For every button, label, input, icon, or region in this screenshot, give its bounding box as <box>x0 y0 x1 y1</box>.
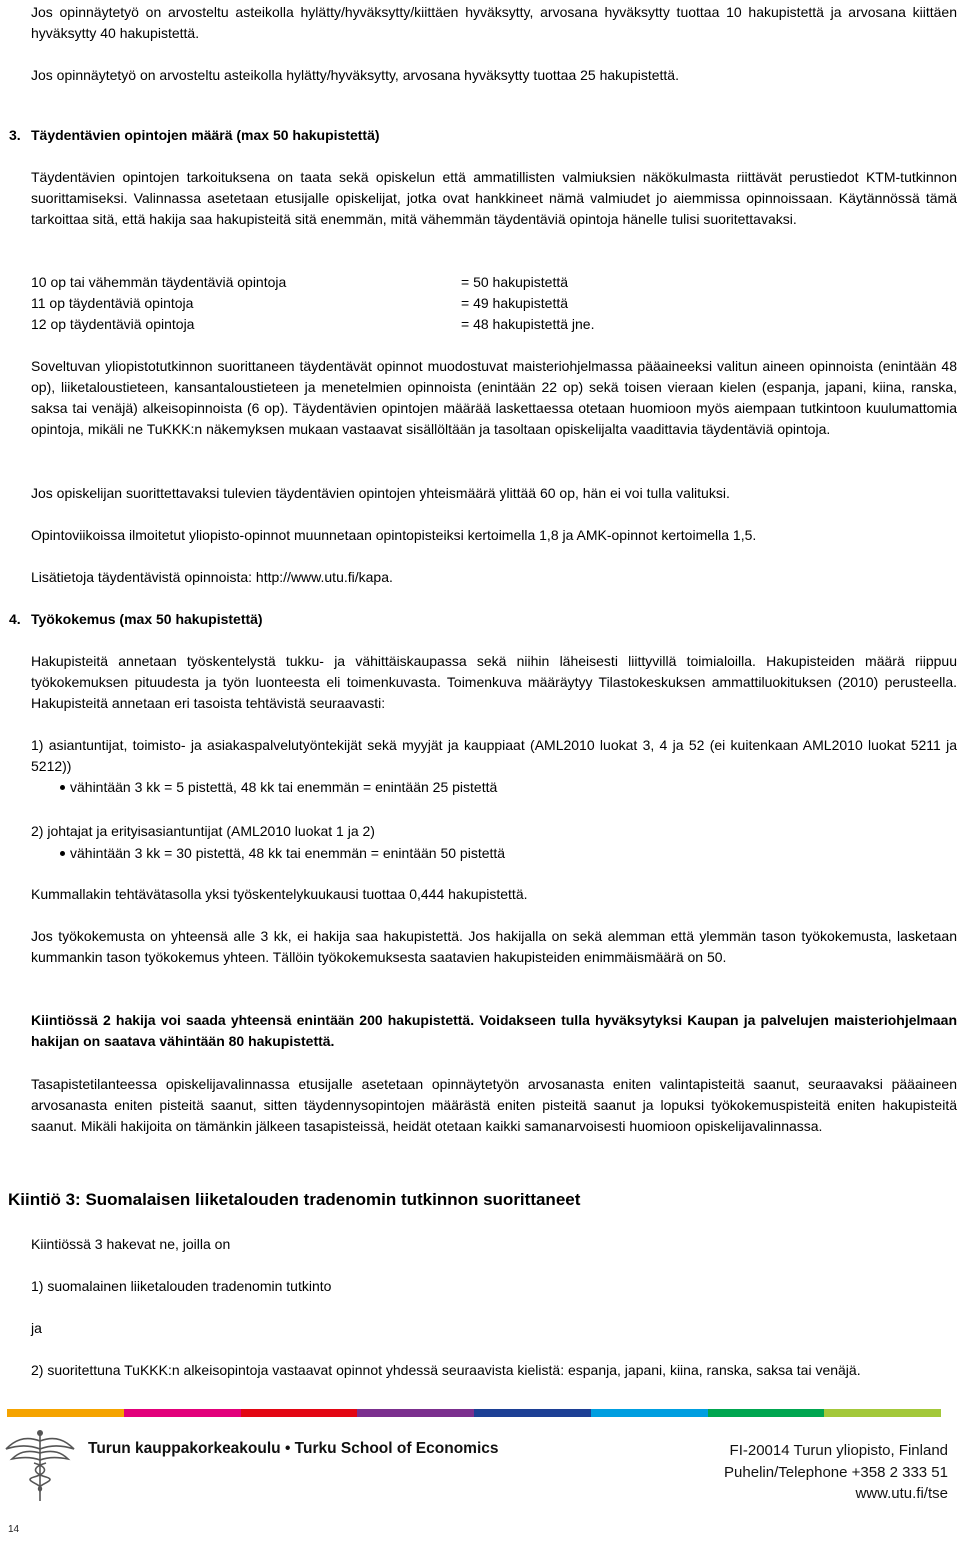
work-level-2-bullet: vähintään 3 kk = 30 pistettä, 48 kk tai enemmän = enintään 50 pistettä <box>70 845 506 861</box>
points-table-row-3-right: = 48 hakupistettä jne. <box>461 316 595 332</box>
paragraph-tasapiste: Tasapistetilanteessa opiskelijavalinnassa etusijalle asetetaan opinnäytetyön arvosanasta eniten valintapisteitä saanut, seuraavaksi pääaineen arvosanasta eniten pisteitä saanut, sitten täydennysopintojen määrästä eniten pisteitä saanut ja lopuksi työkokemuspisteitä eniten hakupisteitä saanut. Mikäli hakijoita on tämänkin jälkeen tasapisteissä, heidät otetaan kaikki samanarvoisesti huomioon opiskelijavalinnassa. <box>31 1076 957 1134</box>
bullet-dot-icon <box>60 851 65 856</box>
paragraph-ylittaa: Jos opiskelijan suorittettavaksi tulevien täydentävien opintojen yhteismäärä ylittää 60 op, hän ei voi tulla valituksi. <box>31 485 730 501</box>
color-segment <box>824 1409 941 1417</box>
section-4-intro: Hakupisteitä annetaan työskentelystä tukku- ja vähittäiskaupassa sekä niihin läheisesti liittyvillä toimialoilla. Hakupisteiden määrä riippuu työkokemuksen pituudesta ja työn luonteesta eli toimenkuvasta. Toimenkuva määräytyy Tilastokeskuksen ammattiluokituksen (2010) perusteella. Hakupisteitä annetaan eri tasoista tehtävistä seuraavasti: <box>31 653 957 711</box>
color-segment <box>124 1409 241 1417</box>
bullet-dot-icon <box>60 785 65 790</box>
section-4-number: 4. <box>9 611 21 627</box>
color-segment <box>7 1409 124 1417</box>
section-3-number: 3. <box>9 127 21 143</box>
color-segment <box>474 1409 591 1417</box>
points-table-row-2-right: = 49 hakupistettä <box>461 295 569 311</box>
paragraph-soveltuvan: Soveltuvan yliopistotutkinnon suorittaneen täydentävät opinnot muodostuvat maisteriohjelmassa pääaineeksi valitun aineen opinnoista (enintään 48 op), liiketaloustieteen, kansantaloustieteen ja menetelmien opinnoista (enintään 22 op) sekä toisen vieraan kielen (espanja, japani, kiina, ranska, saksa tai venäjä) alkeisopinnoista (6 op). Täydentävien opintojen määrää laskettaessa otetaan huomioon myös aiempaan tutkintoon kuulumattomia opintoja, mikäli ne TuKKK:n näkemyksen mukaan vastaavat sisällöltään ja tasoltaan opiskelijalta vaadittavia täydentäviä opintoja. <box>31 358 957 437</box>
footer-address: FI-20014 Turun yliopisto, Finland <box>729 1442 948 1459</box>
work-level-1-bullet: vähintään 3 kk = 5 pistettä, 48 kk tai enemmän = enintään 25 pistettä <box>70 779 498 795</box>
section-3-title: Täydentävien opintojen määrä (max 50 hakupistettä) <box>31 127 380 143</box>
kiintio-3-title: Kiintiö 3: Suomalaisen liiketalouden tradenomin tutkinnon suorittaneet <box>8 1190 581 1209</box>
color-segment <box>241 1409 358 1417</box>
footer-contact <box>724 1440 948 1505</box>
footer-phone: Puhelin/Telephone +358 2 333 51 <box>724 1463 948 1481</box>
paragraph-kuukausi: Kummallakin tehtävätasolla yksi työskentelykuukausi tuottaa 0,444 hakupistettä. <box>31 886 528 902</box>
points-table-row-3-left: 12 op täydentäviä opintoja <box>31 316 195 332</box>
paragraph-opinnaytetyo-grading-2: Jos opinnäytetyö on arvosteltu asteikolla hylätty/hyväksytty, arvosana hyväksytty tuottaa 25 hakupistettä. <box>31 67 679 83</box>
paragraph-kerroin: Opintoviikoissa ilmoitetut yliopisto-opinnot muunnetaan opintopisteiksi kertoimella 1,8 ja AMK-opinnot kertoimella 1,5. <box>31 527 757 543</box>
kiintio-3-ja: ja <box>31 1320 42 1336</box>
kiintio-3-intro: Kiintiössä 3 hakevat ne, joilla on <box>31 1236 231 1252</box>
paragraph-kiintio2-points: Kiintiössä 2 hakija voi saada yhteensä enintään 200 hakupistettä. Voidakseen tulla hyväksytyksi Kaupan ja palvelujen maisteriohjelmaan hakijan on saatava vähintään 80 hakupistettä. <box>31 1012 957 1049</box>
color-segment <box>708 1409 825 1417</box>
points-table-row-1-right: = 50 hakupistettä <box>461 274 569 290</box>
work-level-2: 2) johtajat ja erityisasiantuntijat (AML2010 luokat 1 ja 2) <box>31 823 375 839</box>
kiintio-3-item-2: 2) suoritettuna TuKKK:n alkeisopintoja vastaavat opinnot yhdessä seuraavista kielistä: espanja, japani, kiina, ranska, saksa tai venäjä. <box>31 1362 861 1378</box>
work-level-1: 1) asiantuntijat, toimisto- ja asiakaspalvelutyöntekijät sekä myyjät ja kauppiaat (AML2010 luokat 3, 4 ja 52 (ei kuitenkaan AML2010 luokat 5211 ja 5212)) <box>31 737 957 774</box>
points-table-row-2-left: 11 op täydentäviä opintoja <box>31 295 194 311</box>
color-segment <box>357 1409 474 1417</box>
page-number: 14 <box>8 1524 20 1535</box>
footer-organization: Turun kauppakorkeakoulu • Turku School of Economics <box>88 1440 499 1457</box>
paragraph-alle-3kk: Jos työkokemusta on yhteensä alle 3 kk, ei hakija saa hakupistettä. Jos hakijalla on sekä alemman että ylemmän tason työkokemusta, lasketaan kummankin tason työkokemus yhteen. Tällöin työkokemuksesta saatavien hakupisteiden enimmäismäärä on 50. <box>31 928 957 965</box>
paragraph-lisatietoja: Lisätietoja täydentävistä opinnoista: http://www.utu.fi/kapa. <box>31 569 393 585</box>
section-3-intro: Täydentävien opintojen tarkoituksena on taata sekä opiskelun että ammatillisten valmiuksien näkökulmasta riittävät perustiedot KTM-tutkinnon suorittamiseksi. Valinnassa asetetaan etusijalle opiskelijat, jotka ovat hankkineet nämä valmiudet jo aiemmissa opinnoissaan. Käytännössä tämä tarkoittaa sitä, että hakija saa hakupisteitä sitä enemmän, mitä vähemmän täydentäviä opintoja hänelle tulisi suoritettavaksi. <box>31 169 957 227</box>
points-table-row-1-left: 10 op tai vähemmän täydentäviä opintoja <box>31 274 287 290</box>
footer-color-bar <box>7 1409 941 1417</box>
paragraph-opinnaytetyo-grading-1: Jos opinnäytetyö on arvosteltu asteikolla hylätty/hyväksytty/kiittäen hyväksytty, arvosana hyväksytty tuottaa 10 hakupistettä ja arvosana kiittäen hyväksytty 40 hakupistettä. <box>31 4 957 41</box>
kiintio-3-item-1: 1) suomalainen liiketalouden tradenomin tutkinto <box>31 1278 332 1294</box>
section-4-title: Työkokemus (max 50 hakupistettä) <box>31 611 263 627</box>
color-segment <box>591 1409 708 1417</box>
caduceus-logo-icon <box>4 1427 76 1503</box>
footer-website-link[interactable]: www.utu.fi/tse <box>855 1485 948 1502</box>
